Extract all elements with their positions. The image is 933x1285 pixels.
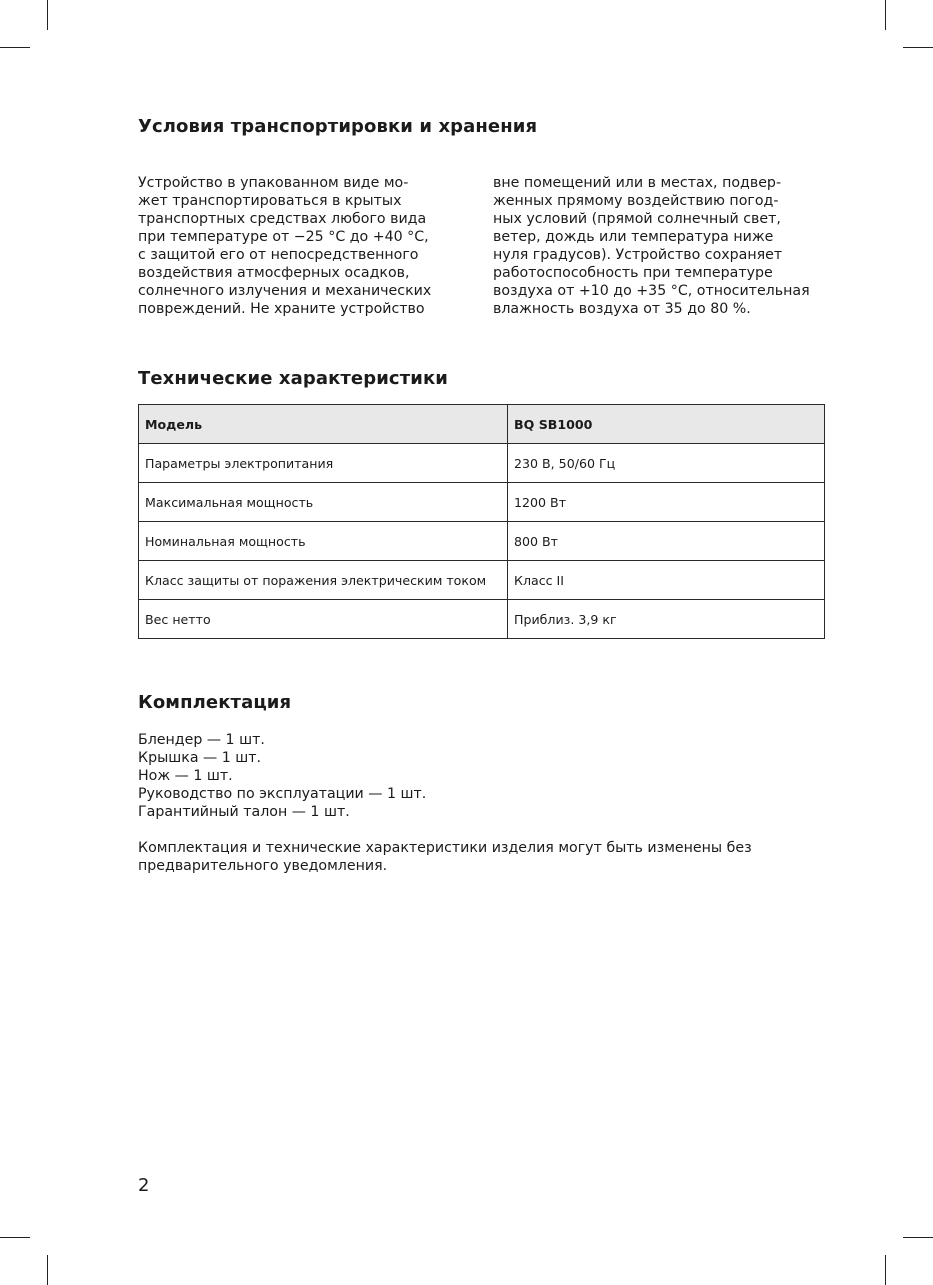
- table-row: [139, 444, 825, 483]
- table-row: [139, 405, 825, 444]
- specs-table: [138, 404, 825, 639]
- spec-value: 800 Вт: [508, 522, 825, 561]
- list-item: Руководство по эксплуатации — 1 шт.: [138, 786, 427, 802]
- table-row: [139, 483, 825, 522]
- list-item: Гарантийный талон — 1 шт.: [138, 804, 350, 820]
- crop-mark: [903, 1237, 933, 1238]
- spec-label: Максимальная мощность: [139, 483, 508, 522]
- transport-text-column-2: вне помещений или в местах, подвер- женных прямому воздействию погод- ных условий (прямой солнечный свет, ветер, дождь или температура ниже нуля градусов). Устройство сохраняет работоспособность при температуре воздуха от +10 до +35 °C, относительная влажность воздуха от 35 до 80 %.: [493, 175, 810, 317]
- spec-label: Модель: [139, 405, 508, 444]
- transport-storage-heading: Условия транспортировки и хранения: [138, 116, 538, 137]
- table-row: [139, 600, 825, 639]
- spec-value: 1200 Вт: [508, 483, 825, 522]
- table-row: [139, 522, 825, 561]
- spec-value: 230 В, 50/60 Гц: [508, 444, 825, 483]
- list-item: Крышка — 1 шт.: [138, 750, 262, 766]
- crop-mark: [885, 1255, 886, 1285]
- spec-label: Класс защиты от поражения электрическим током: [139, 561, 508, 600]
- spec-value: BQ SB1000: [508, 405, 825, 444]
- crop-mark: [0, 1237, 30, 1238]
- table-row: [139, 561, 825, 600]
- crop-mark: [47, 1255, 48, 1285]
- spec-value: Приблиз. 3,9 кг: [508, 600, 825, 639]
- list-item: Нож — 1 шт.: [138, 768, 233, 784]
- spec-label: Номинальная мощность: [139, 522, 508, 561]
- kit-heading: Комплектация: [138, 692, 292, 713]
- change-notice: Комплектация и технические характеристики изделия могут быть изменены без предварительного уведомления.: [138, 840, 752, 874]
- list-item: Блендер — 1 шт.: [138, 732, 265, 748]
- crop-mark: [885, 0, 886, 30]
- spec-label: Вес нетто: [139, 600, 508, 639]
- crop-mark: [903, 47, 933, 48]
- kit-list: [138, 731, 426, 821]
- crop-mark: [0, 47, 30, 48]
- spec-value: Класс II: [508, 561, 825, 600]
- spec-label: Параметры электропитания: [139, 444, 508, 483]
- specs-heading: Технические характеристики: [138, 368, 448, 389]
- transport-text-column-1: Устройство в упакованном виде мо- жет транспортироваться в крытых транспортных средствах любого вида при температуре от −25 °C до +40 °C, с защитой его от непосредственного воздействия атмосферных осадков, солнечного излучения и механических повреждений. Не храните устройство: [138, 175, 432, 317]
- crop-mark: [47, 0, 48, 30]
- page-number: 2: [138, 1175, 150, 1196]
